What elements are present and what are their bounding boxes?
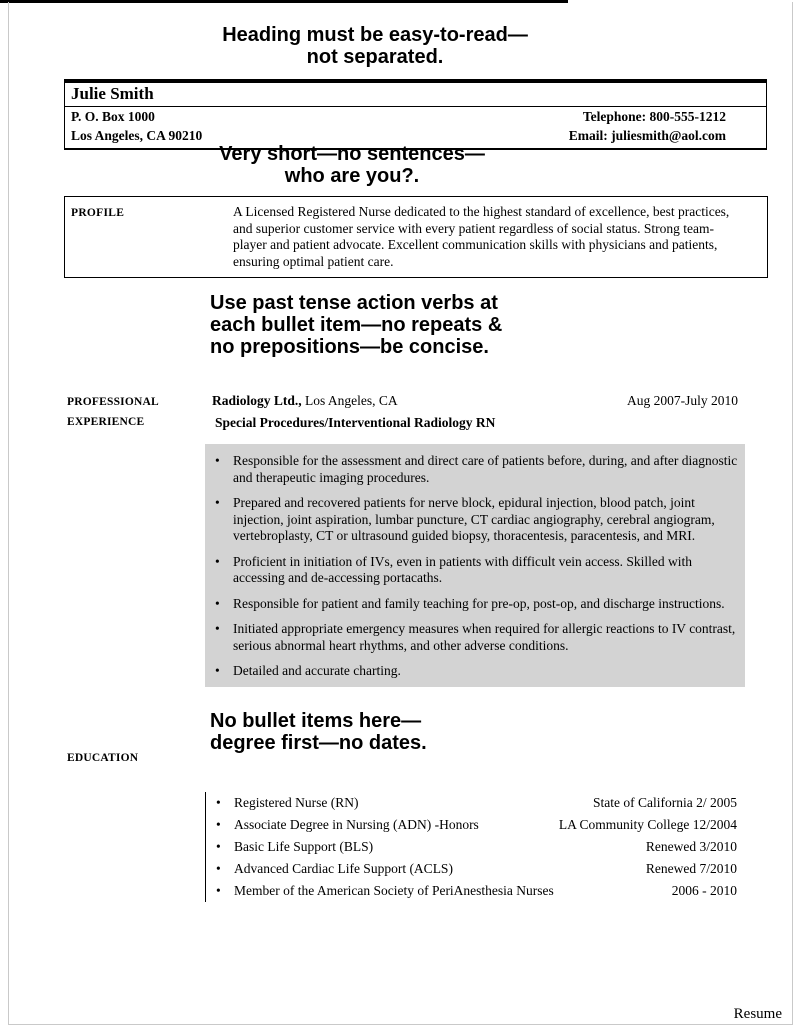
page-footer-label: Resume [733,1006,782,1022]
phone-text: Telephone: 800-555-1212 [582,109,726,124]
profile-section [64,196,768,278]
address-line-2: Los Angeles, CA 90210 [71,128,203,143]
experience-bullets [205,444,745,687]
annotation-line: No bullet items here— [210,710,422,732]
education-label: EDUCATION [67,752,139,764]
annotation-line: who are you?. [284,165,420,187]
education-item-text: • Advanced Cardiac Life Support (ACLS) [215,861,453,877]
job-title: Special Procedures/Interventional Radiology RN [215,415,496,430]
bullet-item: • Initiated appropriate emergency measures when required for allergic reactions to IV contrast, serious abnormal heart rhythms, and other adverse conditions. [214,621,739,654]
education-item-detail: LA Community College 12/2004 [558,817,737,832]
annotation-education [210,710,427,754]
annotation-line: no prepositions—be concise. [210,336,489,358]
company-location: Los Angeles, CA [305,393,398,408]
education-row [206,858,746,880]
email-text: Email: juliesmith@aol.com [568,128,726,143]
annotation-experience [210,292,502,358]
annotation-line: Use past tense action verbs at [210,292,498,314]
education-row [206,880,746,902]
experience-label [67,392,159,432]
profile-text: A Licensed Registered Nurse dedicated to the highest standard of excellence, best practices, and superior customer service with every patient regardless of social status. Strong team-player and patient advocate. Excellent communication skills with physicians and patients, ensuring optimal patient care. [233,204,730,269]
bullet-item: • Responsible for patient and family teaching for pre-op, post-op, and discharge instructions. [214,596,739,613]
annotation-line: degree first—no dates. [210,732,427,754]
education-row [206,836,746,858]
education-item-detail: Renewed 7/2010 [645,861,737,876]
contact-header-box [64,79,767,150]
name-row [65,83,766,107]
annotation-heading [0,24,750,68]
scan-edge-top [0,0,568,3]
annotation-line: Heading must be easy-to-read— [222,24,528,46]
education-list [205,792,746,902]
employer-line [212,392,398,409]
scan-edge-right [792,2,793,1025]
experience-header [212,392,738,431]
education-item-text: • Basic Life Support (BLS) [215,839,373,855]
address-line-1: P. O. Box 1000 [71,109,155,124]
experience-label-line: PROFESSIONAL [67,396,159,408]
education-item-text: • Associate Degree in Nursing (ADN) -Honors [215,817,479,833]
scan-edge-bottom [8,1024,793,1025]
contact-row [65,107,766,126]
bullet-item: • Detailed and accurate charting. [214,663,739,680]
experience-label-line: EXPERIENCE [67,416,145,428]
education-item-detail: 2006 - 2010 [671,883,737,898]
bullet-item: • Prepared and recovered patients for nerve block, epidural injection, blood patch, joint injection, joint aspiration, lumbar puncture, CT cardiac angiography, cerebral angiogram, vertebroplasty, CT or ultrasound guided biopsy, thoracentesis, paracentesis, and MRI. [214,495,739,545]
education-row [206,814,746,836]
profile-label: PROFILE [71,207,125,219]
education-row [206,792,746,814]
company-name: Radiology Ltd., [212,393,302,408]
education-item-detail: Renewed 3/2010 [645,839,737,854]
employer-row [212,392,738,409]
education-item-text: • Registered Nurse (RN) [215,795,358,811]
annotation-profile [0,143,704,187]
bullet-item: • Proficient in initiation of IVs, even in patients with difficult vein access. Skilled with accessing and de-accessing portacaths. [214,554,739,587]
bullet-item: • Responsible for the assessment and direct care of patients before, during, and after diagnostic and therapeutic imaging procedures. [214,453,739,486]
education-item-text: • Member of the American Society of PeriAnesthesia Nurses [215,883,554,899]
education-item-detail: State of California 2/ 2005 [593,795,737,810]
candidate-name: Julie Smith [71,84,154,103]
annotation-line: not separated. [306,46,444,68]
annotation-line: Very short—no sentences— [219,143,485,165]
annotation-line: each bullet item—no repeats & [210,314,503,336]
employment-dates: Aug 2007-July 2010 [627,393,738,408]
